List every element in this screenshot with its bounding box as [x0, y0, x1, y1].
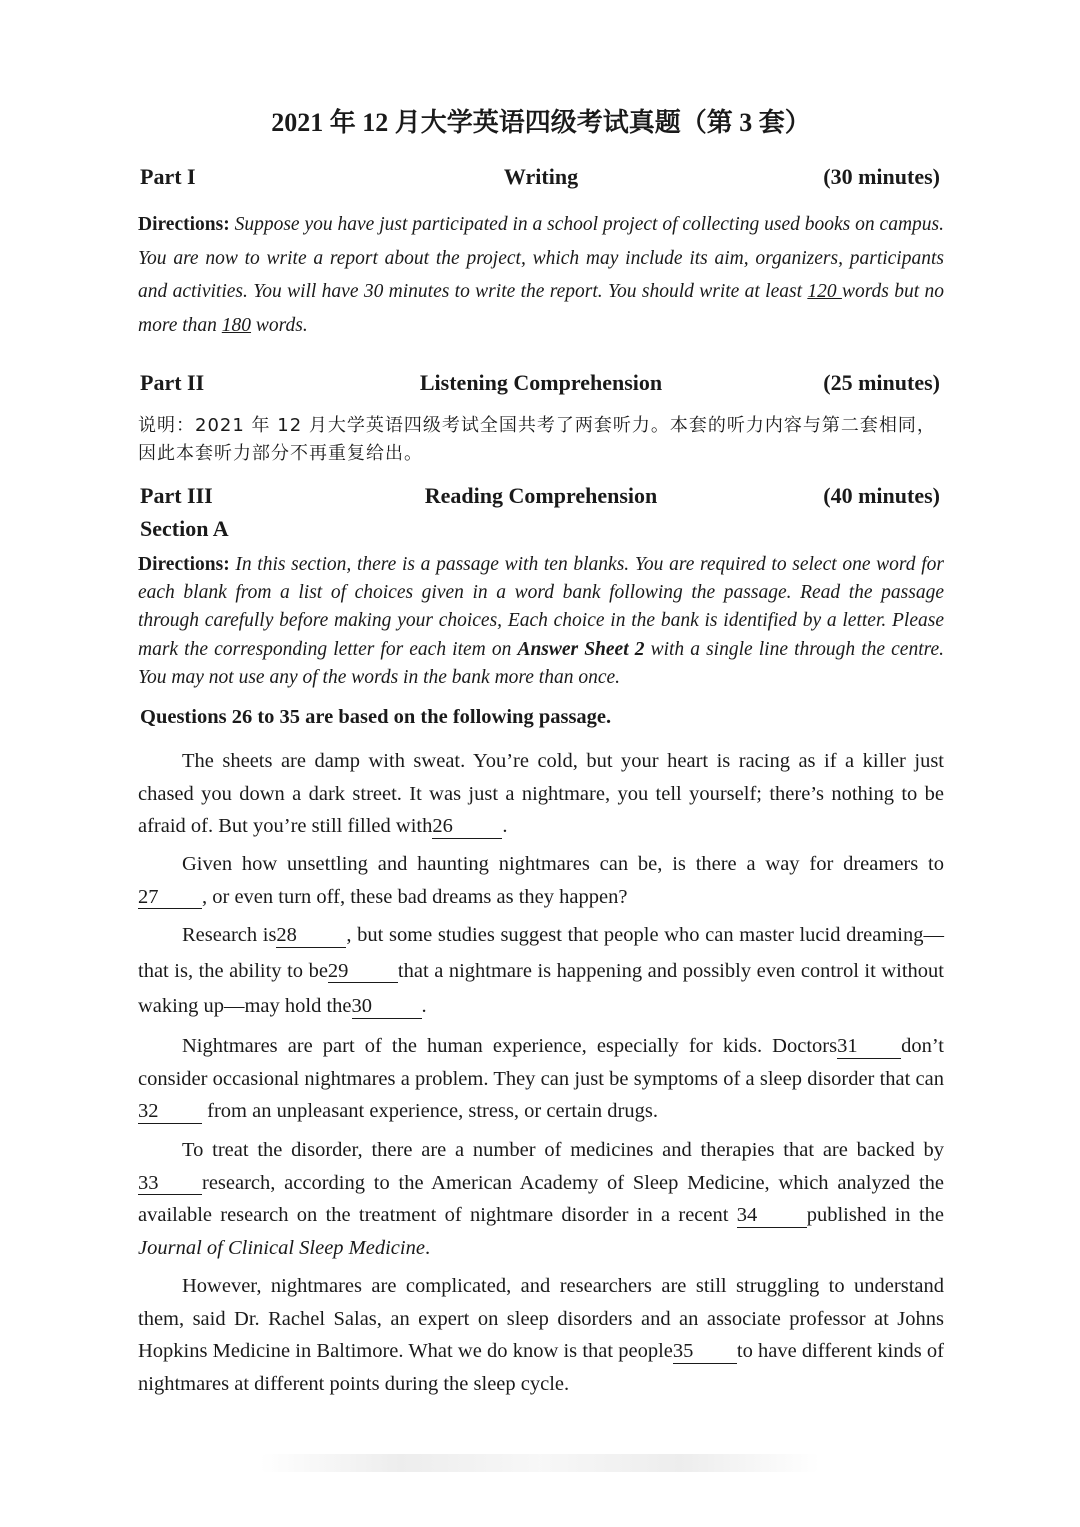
- part-3-time: (40 minutes): [823, 483, 940, 508]
- passage-paragraph-2: Given how unsettling and haunting nightmares can be, is there a way for dreamers to 27 , or even turn off, these bad dreams as they happen?: [138, 853, 944, 908]
- part-1-time: (30 minutes): [823, 164, 940, 189]
- passage-paragraph-6: However, nightmares are complicated, and researchers are still struggling to understand them, said Dr. Rachel Salas, an expert on sleep disorders and an associate professor at Johns Hopkins Medicine in Baltimore. What we do know is that people35 to have different kinds of nightmares at different points during the sleep cycle.: [138, 1275, 944, 1395]
- passage-paragraph-1: The sheets are damp with sweat. You’re cold, but your heart is racing as if a killer just chased you down a dark street. It was just a nightmare, you tell yourself; there’s nothing to be afraid of. But you’re still filled with26 .: [138, 750, 944, 837]
- part-2-header: [138, 370, 944, 400]
- passage-paragraph-3: Research is28 , but some studies suggest that people who can master lucid dreaming—that is, the ability to be29 that a nightmare is happening and possibly even control it without waking up—may hold the30 .: [138, 924, 944, 1017]
- part-3-name: Reading Comprehension: [424, 483, 658, 508]
- directions-label: Directions:: [138, 214, 230, 235]
- part-3-directions: Directions: In this section, there is a passage with ten blanks. You are required to select one word for each blank from a list of choices given in a word bank following the passage. Read the passage through carefully before making your choices, Each choice in the bank is identified by a letter. Please mark the corresponding letter for each item on Answer Sheet 2 with a single line through the centre. You may not use any of the words in the bank more than once.: [138, 554, 945, 688]
- part-3-label: Part III: [140, 483, 213, 508]
- blank-32: 32: [138, 1100, 202, 1124]
- answer-sheet-ref: Answer Sheet 2: [517, 638, 645, 660]
- passage-paragraph-4: Nightmares are part of the human experience, especially for kids. Doctors31 don’t consider occasional nightmares a problem. They can just be symptoms of a sleep disorder that can 32 from an unpleasant experience, stress, or certain drugs.: [138, 1035, 944, 1122]
- listening-note: 说明：2021 年 12 月大学英语四级考试全国共考了两套听力。本套的听力内容与第二套相同，因此本套听力部分不再重复给出。: [138, 415, 936, 464]
- blank-28: 28: [276, 924, 346, 948]
- word-min: 120: [807, 281, 842, 303]
- part-1-directions: Directions: Suppose you have just participated in a school project of collecting used books on campus. You are now to write a report about the project, which may include its aim, organizers, participants and activities. You will have 30 minutes to write the report. You should write at least 120 words but no more than 180 words.: [138, 214, 944, 337]
- journal-title: Journal of Clinical Sleep Medicine: [138, 1236, 425, 1259]
- directions-label: Directions:: [138, 554, 230, 575]
- questions-heading: Questions 26 to 35 are based on the following passage.: [140, 706, 612, 728]
- part-2-time: (25 minutes): [823, 370, 940, 395]
- part-2-label: Part II: [140, 370, 205, 395]
- part-1-label: Part I: [140, 164, 196, 189]
- page-title: 2021 年 12 月大学英语四级考试真题（第 3 套）: [271, 108, 811, 137]
- blank-29: 29: [328, 960, 398, 984]
- part-1-header: [138, 164, 944, 194]
- blank-34: 34: [737, 1204, 807, 1228]
- section-a-heading: Section A: [140, 516, 229, 541]
- blank-31: 31: [837, 1035, 901, 1059]
- part-2-name: Listening Comprehension: [419, 370, 663, 395]
- blank-27: 27: [138, 886, 202, 910]
- word-max: 180: [221, 315, 252, 337]
- blank-33: 33: [138, 1172, 202, 1196]
- passage-paragraph-5: To treat the disorder, there are a number of medicines and therapies that are backed by33 research, according to the American Academy of Sleep Medicine, which analyzed the available research on the treatment of nightmare disorder in a recent 34 published in the Journal of Clinical Sleep Medicine.: [138, 1139, 944, 1259]
- part-3-header: [138, 483, 944, 513]
- faded-footer: [260, 1454, 820, 1472]
- blank-35: 35: [673, 1340, 737, 1364]
- part-1-name: Writing: [503, 164, 579, 189]
- blank-30: 30: [352, 995, 422, 1019]
- blank-26: 26: [432, 815, 502, 839]
